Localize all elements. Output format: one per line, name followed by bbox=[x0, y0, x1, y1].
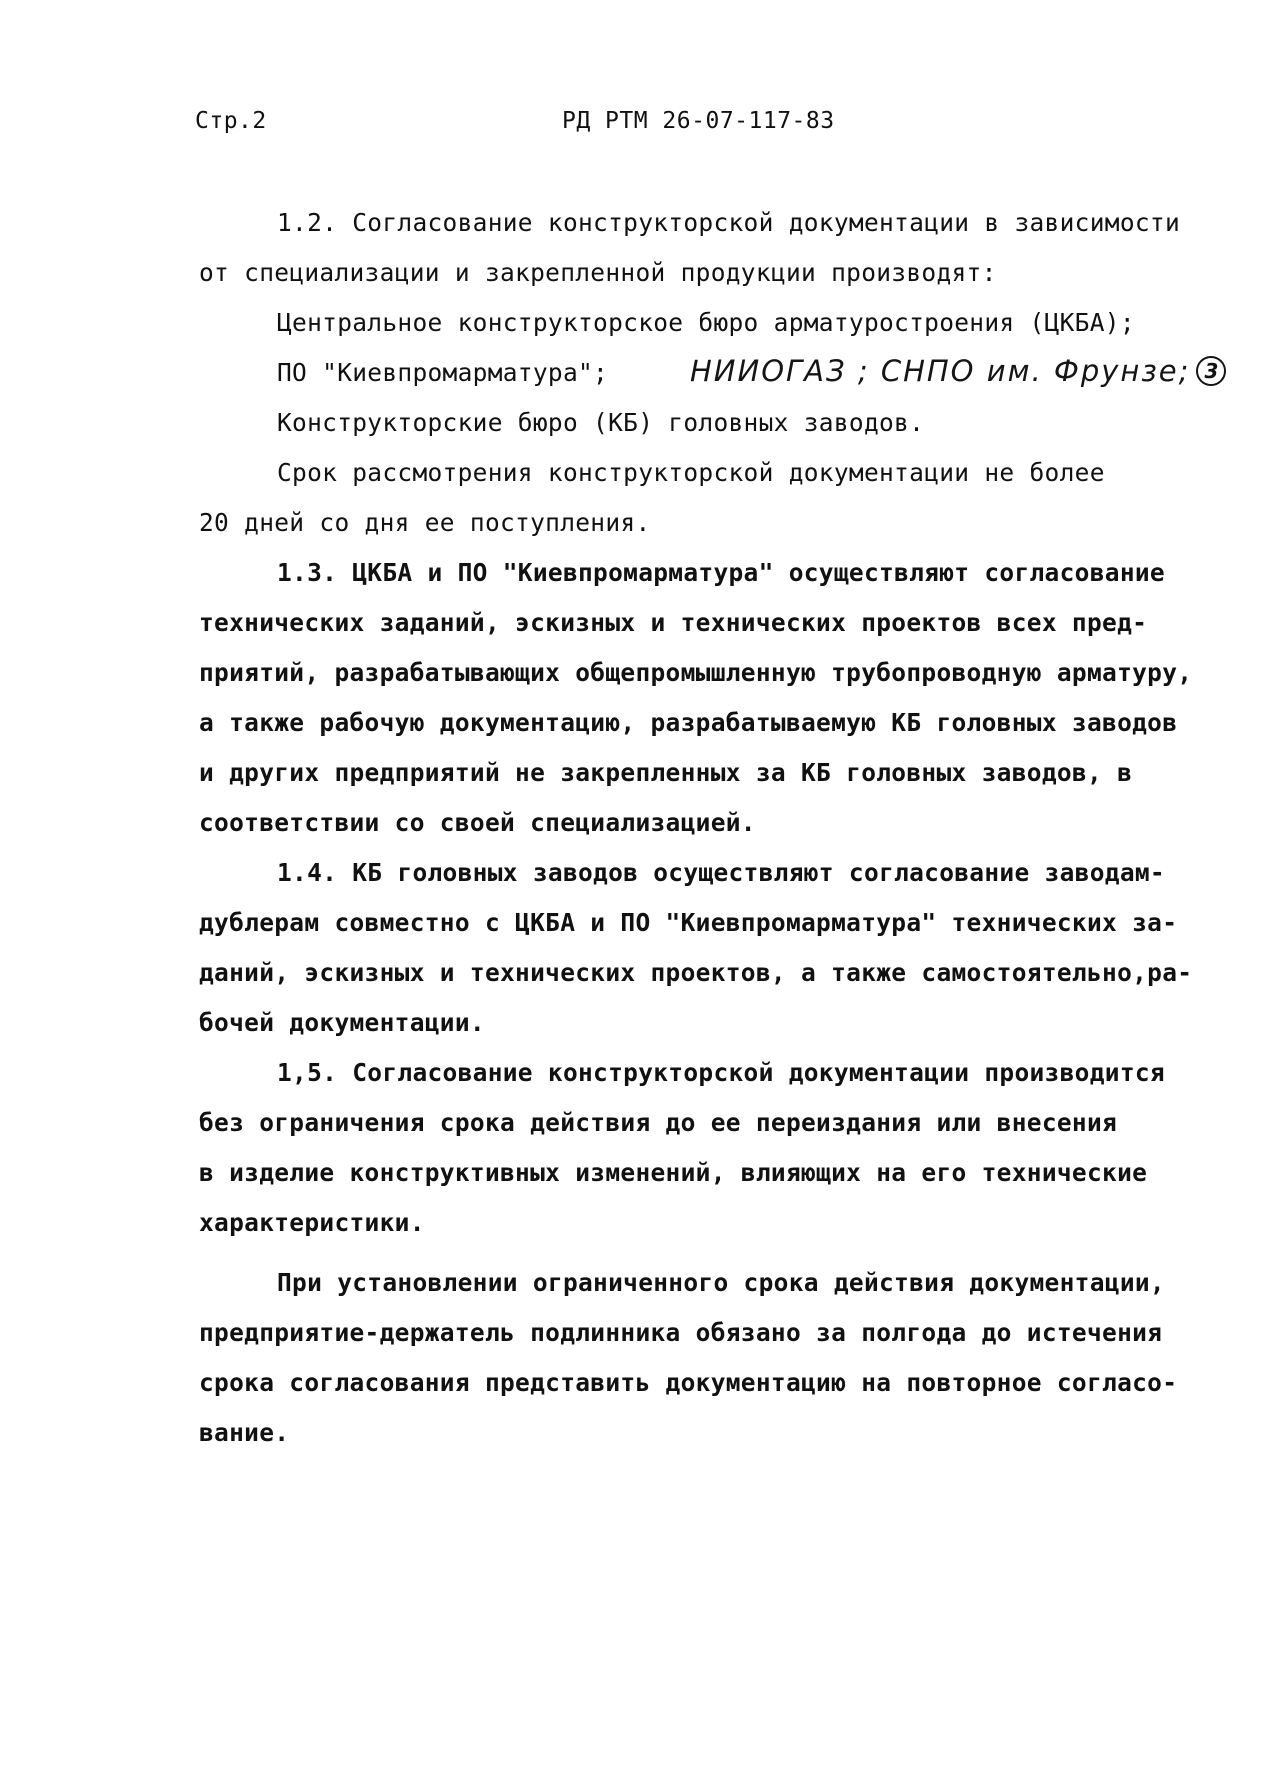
text-line-19: без ограничения срока действия до ее переиздания или внесения bbox=[199, 1108, 1118, 1137]
text-line-10: приятий, разрабатывающих общепромышленную трубопроводную арматуру, bbox=[199, 658, 1193, 687]
text-line-17: бочей документации. bbox=[199, 1008, 485, 1037]
page-number: Стр.2 bbox=[195, 108, 267, 134]
handwritten-note: НИИОГАЗ ; СНПО им. Фрунзе; bbox=[690, 354, 1191, 388]
revision-mark: 3 bbox=[1196, 356, 1226, 386]
text-line-14: 1.4. КБ головных заводов осуществляют согласование заводам- bbox=[277, 858, 1165, 887]
text-line-1: 1.2. Согласование конструкторской документации в зависимости bbox=[277, 208, 1181, 237]
text-line-18: 1,5. Согласование конструкторской документации производится bbox=[277, 1058, 1165, 1087]
text-line-8: 1.3. ЦКБА и ПО "Киевпромарматура" осуществляют согласование bbox=[277, 558, 1165, 587]
text-line-13: соответствии со своей специализацией. bbox=[199, 808, 756, 837]
text-line-15: дублерам совместно с ЦКБА и ПО "Киевпромарматура" технических за- bbox=[199, 908, 1178, 937]
text-line-24: срока согласования представить документацию на повторное согласо- bbox=[199, 1368, 1178, 1397]
handwritten-insertion bbox=[690, 354, 1226, 388]
text-line-25: вание. bbox=[199, 1418, 290, 1447]
document-code: РД РТМ 26-07-117-83 bbox=[562, 108, 835, 134]
text-line-4: ПО "Киевпромарматура"; bbox=[277, 358, 609, 387]
text-line-11: а также рабочую документацию, разрабатываемую КБ головных заводов bbox=[199, 708, 1178, 737]
text-line-22: При установлении ограниченного срока действия документации, bbox=[277, 1268, 1165, 1297]
text-line-9: технических заданий, эскизных и технических проектов всех пред- bbox=[199, 608, 1148, 637]
text-line-20: в изделие конструктивных изменений, влияющих на его технические bbox=[199, 1158, 1148, 1187]
text-line-16: даний, эскизных и технических проектов, а также самостоятельно,ра- bbox=[199, 958, 1193, 987]
text-line-5: Конструкторские бюро (КБ) головных заводов. bbox=[277, 408, 925, 437]
text-line-23: предприятие-держатель подлинника обязано за полгода до истечения bbox=[199, 1318, 1163, 1347]
text-line-3: Центральное конструкторское бюро арматуростроения (ЦКБА); bbox=[277, 308, 1135, 337]
text-line-7: 20 дней со дня ее поступления. bbox=[199, 508, 651, 537]
text-line-6: Срок рассмотрения конструкторской документации не более bbox=[277, 458, 1105, 487]
text-line-21: характеристики. bbox=[199, 1208, 425, 1237]
text-line-2: от специализации и закрепленной продукции производят: bbox=[199, 258, 997, 287]
text-line-12: и других предприятий не закрепленных за КБ головных заводов, в bbox=[199, 758, 1133, 787]
